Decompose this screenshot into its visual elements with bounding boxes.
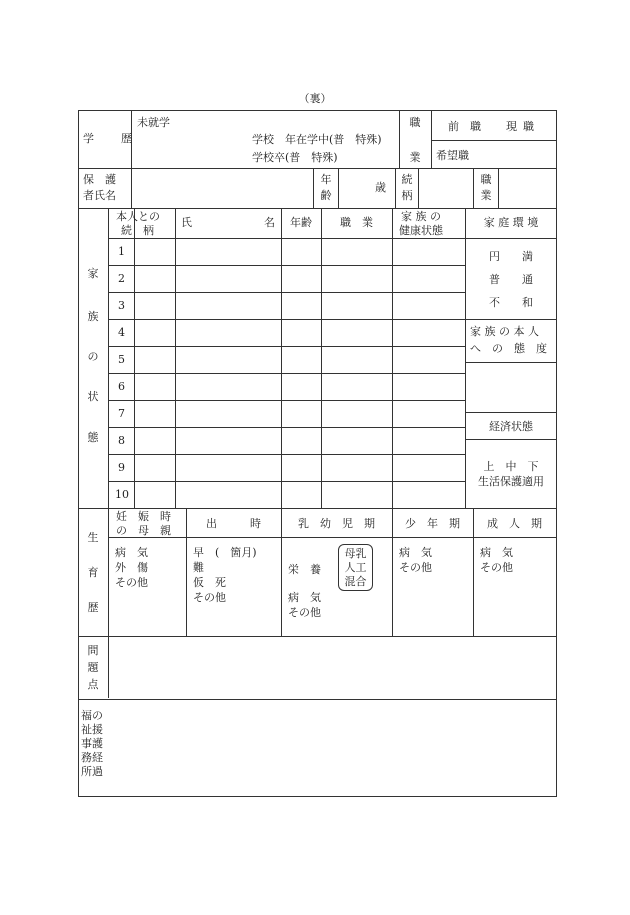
welfare-record-label: 事護 bbox=[81, 737, 103, 750]
birth-item: その他 bbox=[193, 591, 226, 604]
welfare-applied: 生活保護適用 bbox=[478, 475, 544, 488]
family-row-number: 9 bbox=[118, 461, 125, 474]
col-youth: 少 年 期 bbox=[405, 517, 460, 530]
pregnancy-item: その他 bbox=[115, 576, 148, 589]
guardian-label-1: 保 護 bbox=[83, 173, 116, 186]
family-row-number: 7 bbox=[118, 407, 125, 420]
current-job-label: 現職 bbox=[506, 120, 540, 133]
col-health-1: 家 族 の bbox=[401, 210, 441, 223]
col-pregnancy-1: 妊 娠 時 bbox=[116, 510, 171, 523]
guardian-relation-2: 柄 bbox=[401, 189, 413, 202]
pregnancy-item: 外 傷 bbox=[115, 561, 148, 574]
col-health-2: 健康状態 bbox=[399, 224, 443, 237]
education-in-school: 学校 年在学中(普 特殊) bbox=[252, 133, 382, 146]
infant-feed-option: 母乳 bbox=[344, 547, 367, 560]
guardian-years: 歳 bbox=[375, 181, 386, 194]
birth-item: 仮 死 bbox=[193, 576, 226, 589]
education-not-enrolled: 未就学 bbox=[137, 116, 170, 129]
desired-job-label: 希望職 bbox=[436, 149, 469, 162]
home-environment-option: 普 通 bbox=[489, 273, 533, 286]
adult-item: 病 気 bbox=[480, 546, 513, 559]
col-name-1: 氏 bbox=[181, 216, 192, 229]
adult-item: その他 bbox=[480, 561, 513, 574]
infant-item: その他 bbox=[288, 606, 321, 619]
col-age: 年齢 bbox=[290, 216, 312, 229]
guardian-job-1: 職 bbox=[480, 173, 492, 186]
problems-label-1: 問 bbox=[87, 644, 99, 657]
home-environment-header: 家 庭 環 境 bbox=[483, 216, 539, 229]
guardian-label-2: 者氏名 bbox=[83, 189, 116, 202]
growth-section-label-1: 生 bbox=[87, 531, 99, 544]
guardian-relation-1: 続 bbox=[401, 173, 413, 186]
welfare-record-label: 祉援 bbox=[81, 723, 103, 736]
family-row-number: 5 bbox=[118, 353, 125, 366]
education-label: 学 歴 bbox=[83, 132, 140, 145]
birth-item: 早 ( 箇月) bbox=[193, 546, 257, 559]
family-section-label-4: 状 bbox=[87, 390, 99, 403]
welfare-record-label: 福の bbox=[81, 709, 103, 722]
family-row-number: 1 bbox=[118, 245, 125, 258]
youth-item: その他 bbox=[399, 561, 432, 574]
col-job: 職 業 bbox=[340, 216, 373, 229]
infant-item: 病 気 bbox=[288, 591, 321, 604]
economy-options: 上 中 下 bbox=[483, 460, 539, 473]
col-relation-1: 本人との bbox=[116, 210, 160, 223]
col-relation-2: 続 柄 bbox=[121, 224, 154, 237]
infant-nutrition-label: 栄 養 bbox=[288, 563, 321, 576]
col-adult: 成 人 期 bbox=[487, 517, 542, 530]
guardian-age-2: 齢 bbox=[320, 189, 332, 202]
col-pregnancy-2: の 母 親 bbox=[116, 524, 171, 537]
education-job-label-top: 職 bbox=[409, 116, 421, 129]
infant-feed-option: 混合 bbox=[344, 575, 367, 588]
education-job-label-bottom: 業 bbox=[409, 151, 421, 164]
family-section-label-5: 態 bbox=[87, 431, 99, 444]
col-birth: 出 時 bbox=[206, 517, 261, 530]
home-environment-option: 円 満 bbox=[489, 250, 533, 263]
problems-label-3: 点 bbox=[87, 678, 99, 691]
family-attitude-2: へ の 態 度 bbox=[470, 342, 547, 355]
guardian-job-2: 業 bbox=[480, 189, 492, 202]
previous-job-label: 前 職 bbox=[448, 120, 481, 133]
col-name-2: 名 bbox=[264, 216, 275, 229]
youth-item: 病 気 bbox=[399, 546, 432, 559]
welfare-record-label: 務経 bbox=[81, 751, 103, 764]
family-row-number: 10 bbox=[115, 488, 129, 501]
birth-item: 難 bbox=[193, 561, 204, 574]
family-attitude-1: 家 族 の 本 人 bbox=[470, 325, 539, 338]
family-section-label-3: の bbox=[87, 350, 99, 363]
growth-section-label-2: 育 bbox=[87, 566, 99, 579]
record-form bbox=[78, 110, 557, 797]
col-infant: 乳 幼 児 期 bbox=[298, 517, 375, 530]
economy-header: 経済状態 bbox=[489, 420, 533, 433]
family-row-number: 4 bbox=[118, 326, 125, 339]
infant-feed-option: 人工 bbox=[344, 561, 367, 574]
family-section-label-2: 族 bbox=[87, 310, 99, 323]
guardian-age-1: 年 bbox=[320, 173, 332, 186]
pregnancy-item: 病 気 bbox=[115, 546, 148, 559]
problems-label-2: 題 bbox=[87, 661, 99, 674]
welfare-record-label: 所過 bbox=[81, 765, 103, 778]
family-row-number: 3 bbox=[118, 299, 125, 312]
family-row-number: 6 bbox=[118, 380, 125, 393]
page-side-label: （裏） bbox=[298, 92, 332, 105]
family-section-label-1: 家 bbox=[87, 267, 99, 280]
home-environment-option: 不 和 bbox=[489, 296, 533, 309]
education-graduated: 学校卒(普 特殊) bbox=[252, 151, 338, 164]
family-row-number: 8 bbox=[118, 434, 125, 447]
growth-section-label-3: 歴 bbox=[87, 601, 99, 614]
family-row-number: 2 bbox=[118, 272, 125, 285]
